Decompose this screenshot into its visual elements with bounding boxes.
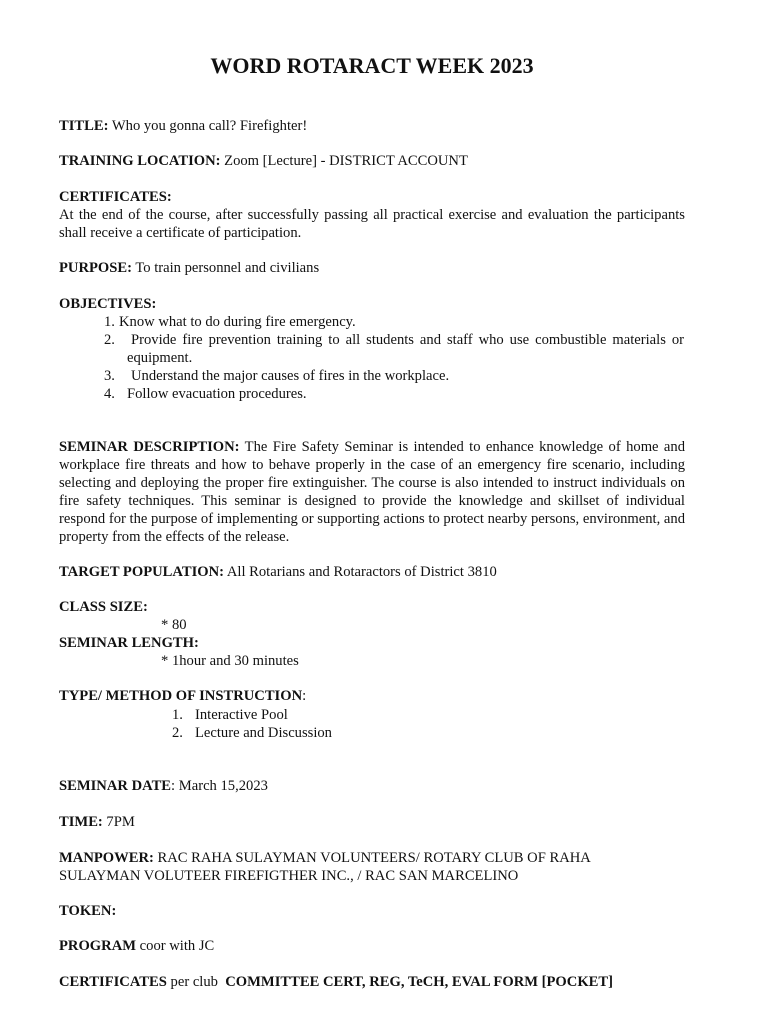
seminar-date-label: SEMINAR DATE bbox=[59, 778, 172, 794]
purpose-label: PURPOSE: bbox=[59, 260, 132, 276]
certificates-label: CERTIFICATES: bbox=[59, 189, 172, 205]
document-title: WORD ROTARACT WEEK 2023 bbox=[210, 53, 534, 78]
purpose-line bbox=[59, 259, 685, 277]
title-label: TITLE: bbox=[59, 118, 109, 134]
method-colon: : bbox=[302, 688, 307, 704]
class-size-value: * 80 bbox=[161, 617, 187, 633]
title-line bbox=[59, 117, 685, 135]
method-heading bbox=[59, 687, 685, 705]
manpower-value: RAC RAHA SULAYMAN VOLUNTEERS/ ROTARY CLUB OF RAHA SULAYMAN VOLUTEER FIREFIGTHER INC., / RAC SAN MARCELINO bbox=[59, 850, 591, 884]
time-line bbox=[59, 813, 685, 831]
program-label: PROGRAM bbox=[59, 938, 137, 954]
training-location-value: Zoom [Lecture] - DISTRICT ACCOUNT bbox=[220, 153, 468, 169]
program-line bbox=[59, 937, 685, 955]
certificates-per-club-items: COMMITTEE CERT, REG, TeCH, EVAL FORM [POCKET] bbox=[225, 974, 613, 990]
seminar-length-heading bbox=[59, 634, 685, 652]
target-population-label: TARGET POPULATION: bbox=[59, 564, 225, 580]
objective-text: Understand the major causes of fires in the workplace. bbox=[131, 368, 450, 384]
objective-number: 4. bbox=[104, 386, 115, 402]
token-line bbox=[59, 902, 685, 920]
seminar-length-value: * 1hour and 30 minutes bbox=[161, 653, 299, 669]
seminar-description-label: SEMINAR DESCRIPTION: bbox=[59, 439, 240, 455]
objective-number: 1. bbox=[104, 314, 115, 330]
token-label: TOKEN: bbox=[59, 903, 117, 919]
training-location-line bbox=[59, 152, 685, 170]
certificates-heading bbox=[59, 188, 685, 206]
method-text: Lecture and Discussion bbox=[195, 725, 332, 741]
seminar-description-text: The Fire Safety Seminar is intended to enhance knowledge of home and workplace fire threats and how to behave properly in the case of an emergency fire scenario, including selecting and deploying the proper fire extinguisher. The course is also intended to instruct individuals on fire safety techniques. This seminar is designed to provide the knowledge and skillset of individual respond for the purpose of implementing or supporting actions to protect nearby persons, environment, and property from the effects of the release. bbox=[59, 439, 685, 545]
objectives-heading bbox=[59, 295, 685, 313]
time-value: 7PM bbox=[102, 814, 135, 830]
program-value: coor with JC bbox=[136, 938, 215, 954]
seminar-date-value: : March 15,2023 bbox=[171, 778, 268, 794]
certificates-per-club-text: per club bbox=[166, 974, 226, 990]
training-location-label: TRAINING LOCATION: bbox=[59, 153, 221, 169]
objective-text: Follow evacuation procedures. bbox=[127, 386, 307, 402]
objective-number: 3. bbox=[104, 368, 115, 384]
certificates-per-club-line bbox=[59, 973, 685, 991]
class-size-label: CLASS SIZE: bbox=[59, 599, 148, 615]
certificates-paragraph: At the end of the course, after successfully passing all practical exercise and evaluation the participants shall receive a certificate of participation. bbox=[59, 207, 685, 241]
certificates-per-club-label: CERTIFICATES bbox=[59, 974, 167, 990]
manpower-paragraph bbox=[59, 849, 639, 885]
target-population-value: All Rotarians and Rotaractors of District 3810 bbox=[224, 564, 497, 580]
class-size-heading bbox=[59, 598, 685, 616]
target-population-line bbox=[59, 563, 685, 581]
objective-number: 2. bbox=[104, 332, 115, 348]
method-number: 1. bbox=[172, 707, 183, 723]
objective-text: Provide fire prevention training to all students and staff who use combustible materials or equipment. bbox=[127, 332, 684, 366]
seminar-description bbox=[59, 438, 685, 546]
title-value: Who you gonna call? Firefighter! bbox=[108, 118, 308, 134]
objective-text: Know what to do during fire emergency. bbox=[119, 314, 356, 330]
purpose-value: To train personnel and civilians bbox=[131, 260, 320, 276]
seminar-date-line bbox=[59, 777, 685, 795]
time-label: TIME: bbox=[59, 814, 103, 830]
method-text: Interactive Pool bbox=[195, 707, 288, 723]
seminar-length-label: SEMINAR LENGTH: bbox=[59, 635, 199, 651]
method-label: TYPE/ METHOD OF INSTRUCTION bbox=[59, 688, 303, 704]
objectives-label: OBJECTIVES: bbox=[59, 296, 157, 312]
manpower-label: MANPOWER: bbox=[59, 850, 154, 866]
method-number: 2. bbox=[172, 725, 183, 741]
